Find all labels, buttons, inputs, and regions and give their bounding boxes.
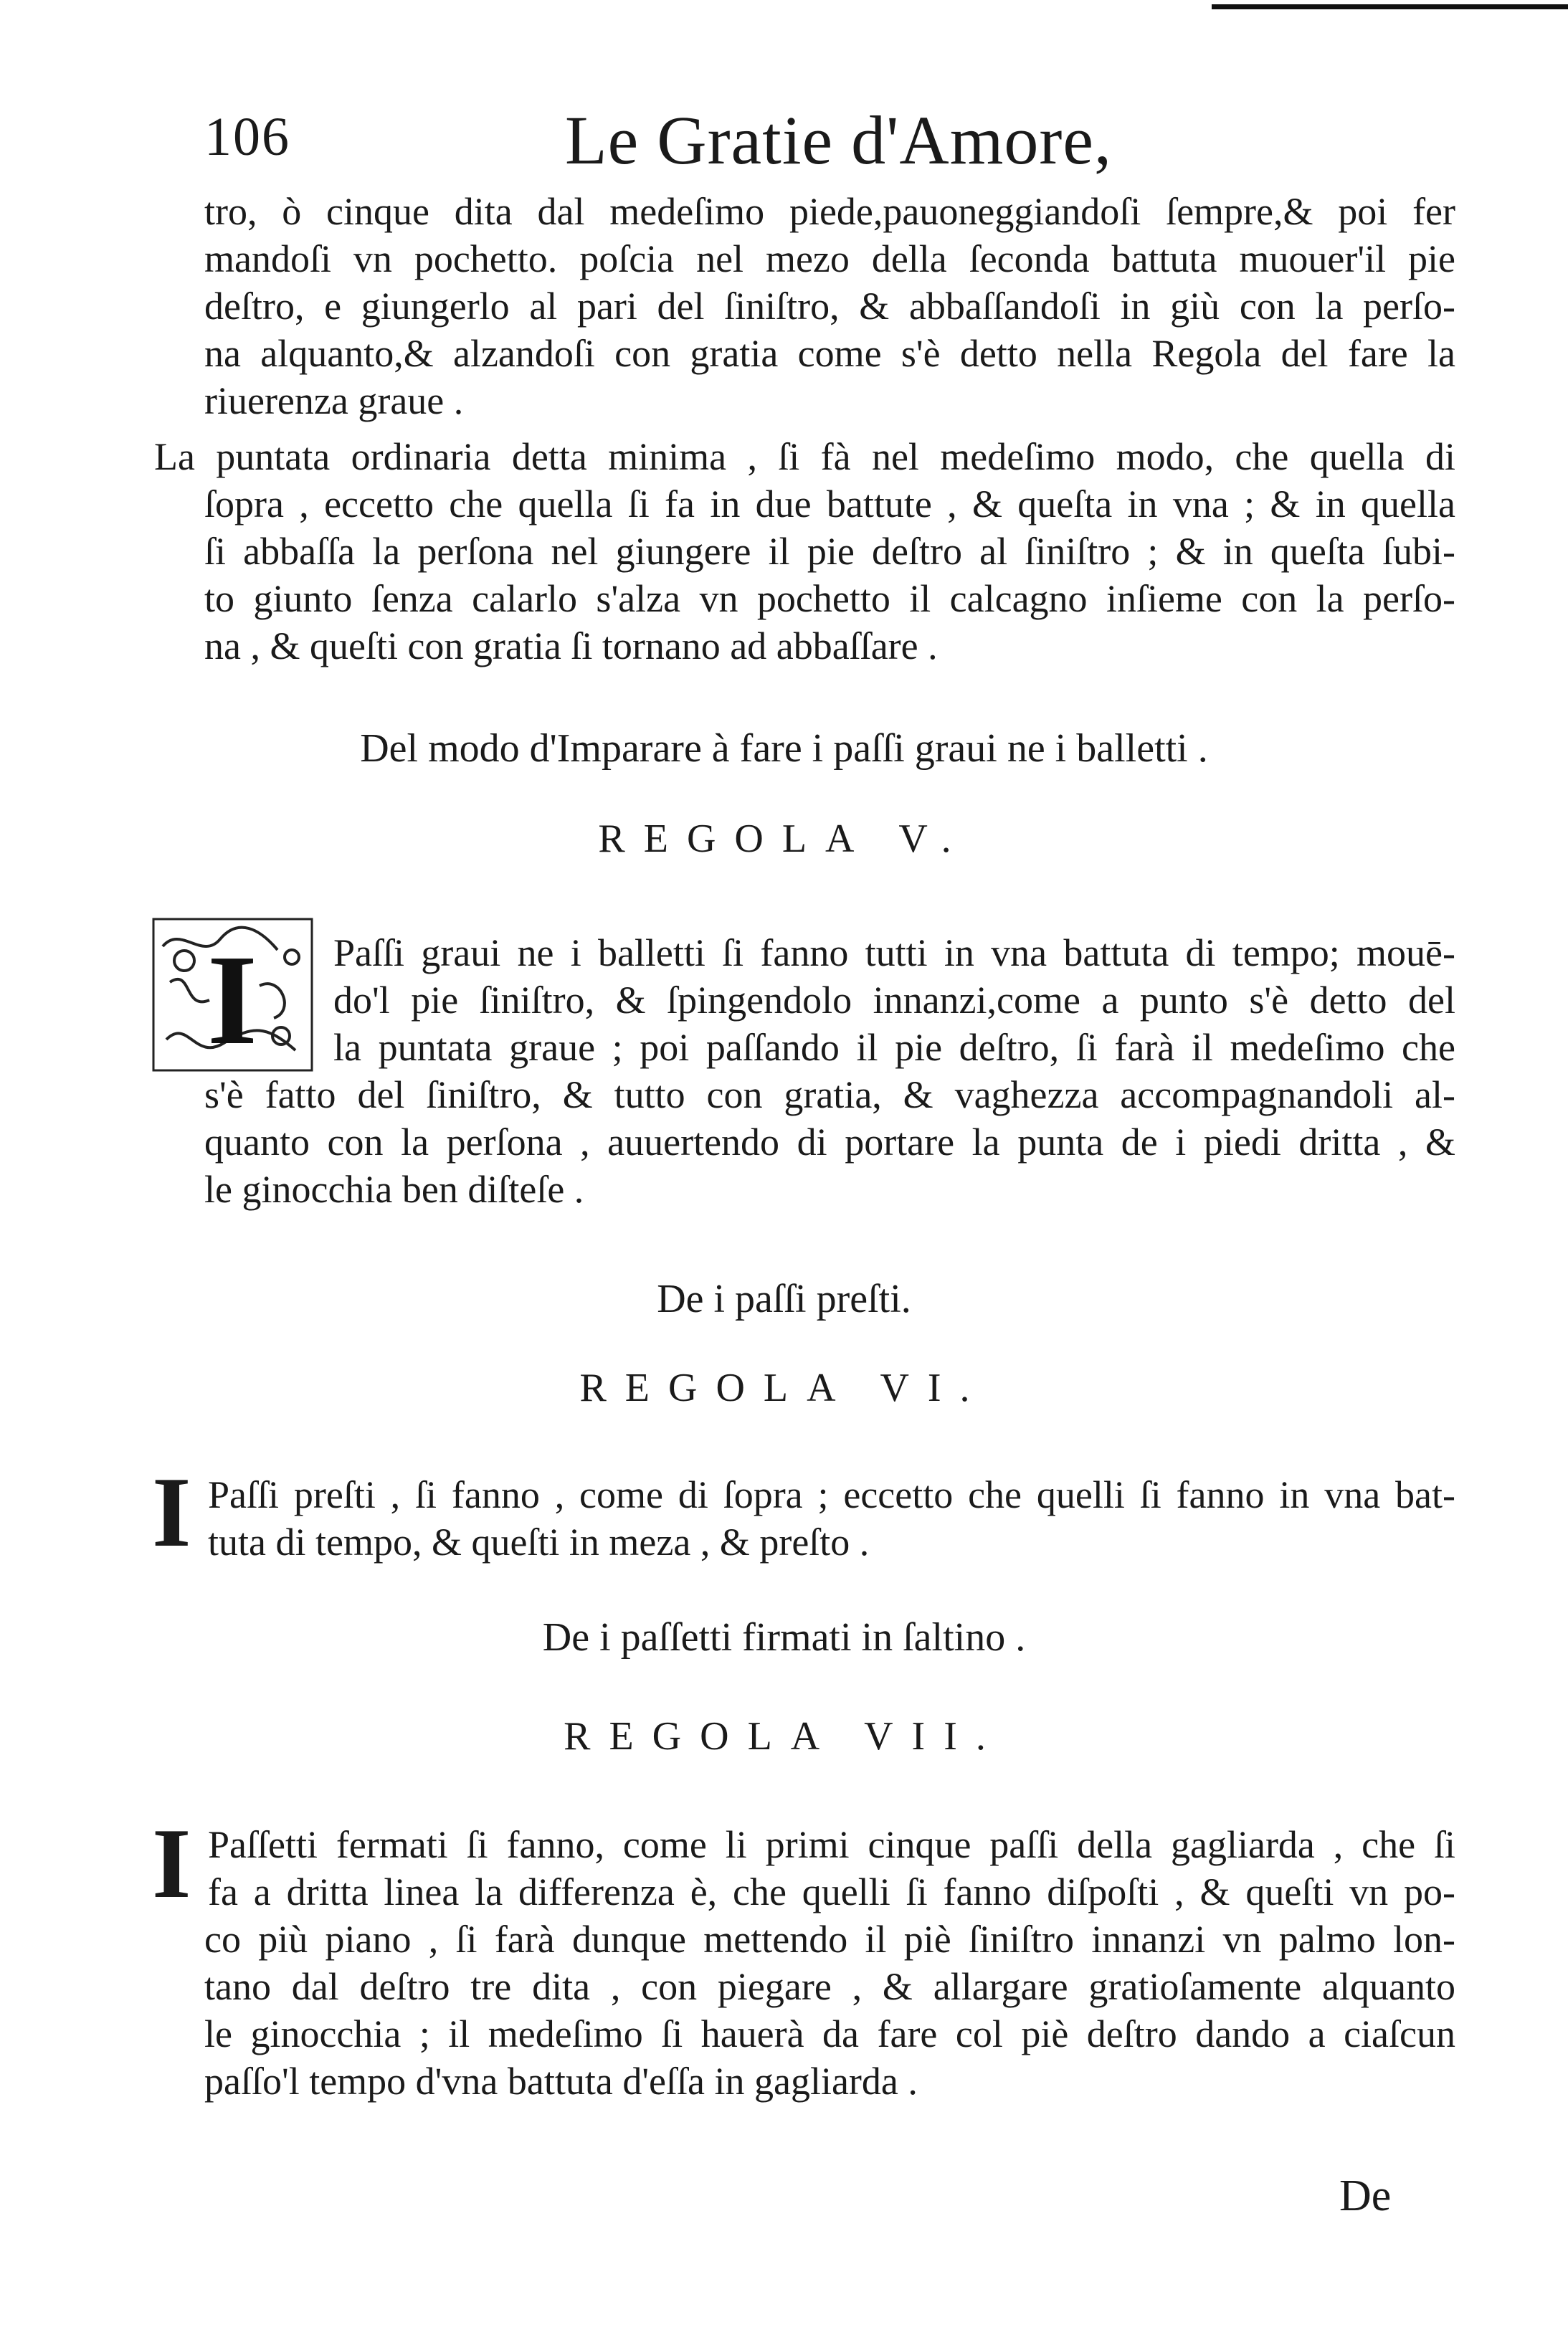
text-line: s'è fatto del ſiniſtro, & tutto con gratia, & vaghezza accompagnandoli al- [204, 1073, 1455, 1116]
ornate-initial-graphic [152, 918, 313, 1072]
text-line: Paſſi preſti , ſi fanno , come di ſopra ; eccetto che quelli ſi fanno in vna bat- [208, 1473, 1455, 1516]
rule-heading: REGOLA V. [598, 817, 970, 861]
text-line: co più piano , ſi farà dunque mettendo il piè ſiniſtro innanzi vn palmo lon- [204, 1918, 1455, 1961]
section-heading: De i paſſi preſti. [657, 1277, 911, 1321]
text-line: tro, ò cinque dita dal medeſimo piede,pauoneggiandoſi ſempre,& poi fer [204, 190, 1455, 233]
section-heading: Del modo d'Imparare à fare i paſſi graui ne i balletti . [360, 726, 1208, 771]
text-line: mandoſi vn pochetto. poſcia nel mezo della ſeconda battuta muouer'il pie [204, 237, 1455, 280]
text-line: paſſo'l tempo d'vna battuta d'eſſa in gagliarda . [204, 2060, 918, 2103]
text-line: riuerenza graue . [204, 379, 464, 422]
drop-initial: I [152, 1457, 191, 1568]
top-edge-rule [1212, 4, 1568, 9]
svg-text:I: I [206, 928, 258, 1071]
text-line: to giunto ſenza calarlo s'alza vn pochetto il calcagno inſieme con la perſo- [204, 577, 1455, 620]
text-line: le ginocchia ben diſteſe . [204, 1168, 584, 1211]
text-line: na , & queſti con gratia ſi tornano ad abbaſſare . [204, 624, 938, 667]
text-line: La puntata ordinaria detta minima , ſi fà nel medeſimo modo, che quella di [154, 435, 1455, 478]
text-line: quanto con la perſona , auuertendo di portare la punta de i piedi dritta , & [204, 1121, 1455, 1164]
text-line: na alquanto,& alzandoſi con gratia come s'è detto nella Regola del fare la [204, 332, 1455, 375]
running-title: Le Gratie d'Amore, [565, 102, 1112, 179]
text-line: fa a dritta linea la differenza è, che quelli ſi fanno diſpoſti , & queſti vn po- [208, 1870, 1455, 1913]
text-line: Paſſi graui ne i balletti ſi fanno tutti in vna battuta di tempo; mouē- [333, 931, 1455, 974]
text-line: ſi abbaſſa la perſona nel giungere il pie deſtro al ſiniſtro ; & in queſta ſubi- [204, 530, 1455, 573]
text-line: Paſſetti fermati ſi fanno, come li primi cinque paſſi della gagliarda , che ſi [208, 1823, 1455, 1866]
rule-heading: REGOLA VI. [579, 1366, 989, 1410]
text-line: deſtro, e giungerlo al pari del ſiniſtro, & abbaſſandoſi in giù con la perſo- [204, 285, 1455, 328]
drop-initial: I [152, 1808, 191, 1919]
rule-heading: REGOLA VII. [564, 1714, 1004, 1759]
text-line: tano dal deſtro tre dita , con piegare , & allargare gratioſamente alquanto [204, 1965, 1455, 2008]
text-line: do'l pie ſiniſtro, & ſpingendolo innanzi,come a punto s'è detto del [333, 979, 1455, 1022]
text-line: ſopra , eccetto che quella ſi fa in due battute , & queſta in vna ; & in quella [204, 482, 1455, 526]
text-line: la puntata graue ; poi paſſando il pie deſtro, ſi farà il medeſimo che [333, 1026, 1455, 1069]
catchword: De [1339, 2172, 1392, 2220]
section-heading: De i paſſetti firmati in ſaltino . [542, 1615, 1026, 1660]
page-header [204, 100, 1423, 179]
text-line: le ginocchia ; il medeſimo ſi hauerà da fare col piè deſtro dando a ciaſcun [204, 2012, 1455, 2055]
ornate-initial [152, 918, 313, 1072]
text-line: tuta di tempo, & queſti in meza , & preſto . [208, 1521, 870, 1564]
page-number: 106 [204, 107, 290, 167]
